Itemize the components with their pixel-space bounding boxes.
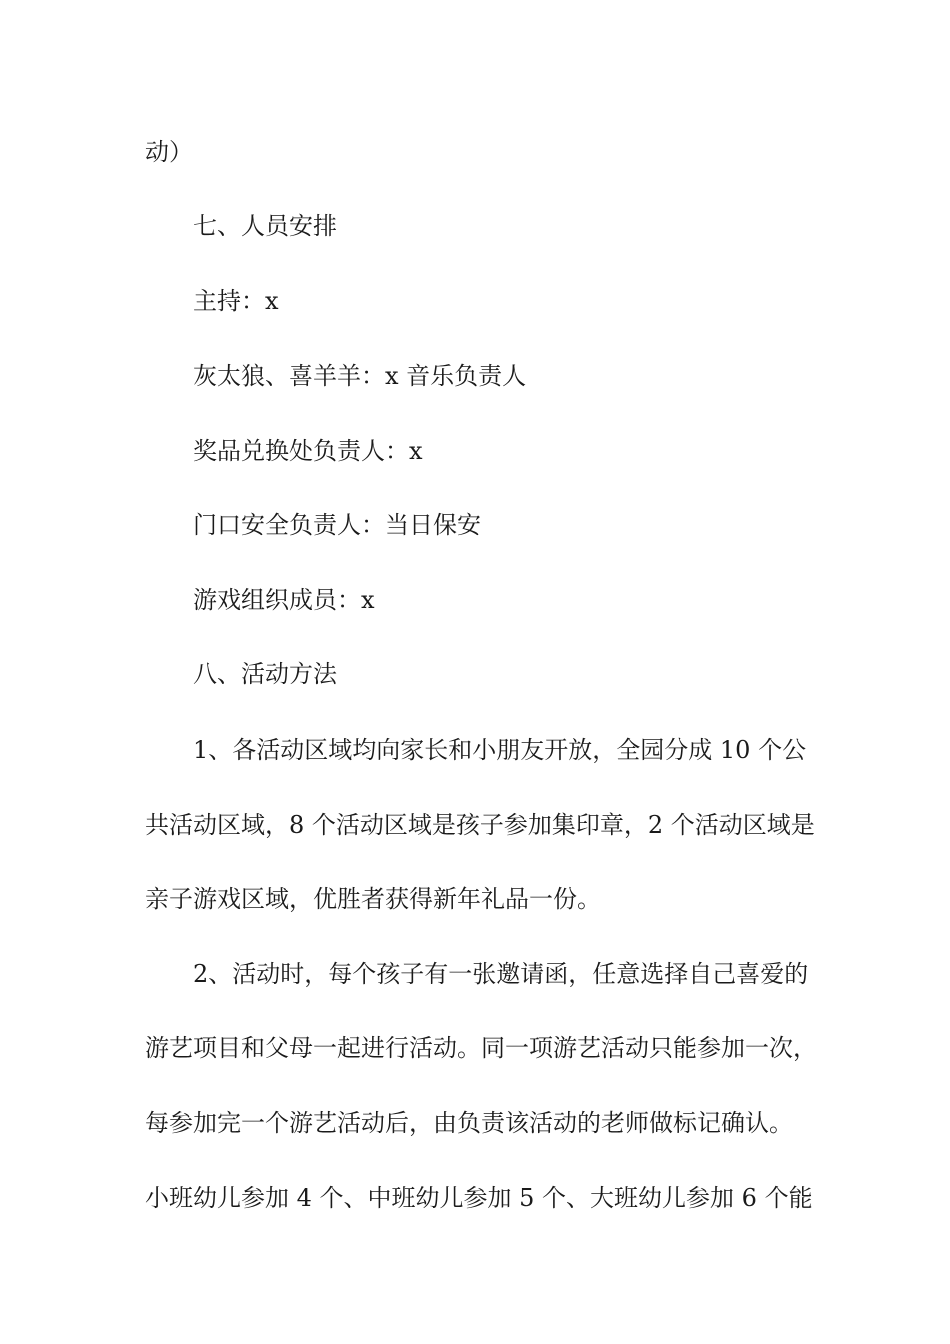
paragraph-2-line-3: 每参加完一个游艺活动后，由负责该活动的老师做标记确认。 <box>145 1109 793 1137</box>
text-line-music: 灰太狼、喜羊羊：x 音乐负责人 <box>193 362 527 390</box>
text-line-continuation: 动） <box>145 138 193 166</box>
paragraph-2-line-2: 游艺项目和父母一起进行活动。同一项游艺活动只能参加一次， <box>145 1034 817 1062</box>
section-heading-staffing: 七、人员安排 <box>193 212 337 240</box>
text-line-security: 门口安全负责人：当日保安 <box>193 511 481 539</box>
text-line-prize: 奖品兑换处负责人：x <box>193 437 423 465</box>
text-line-host: 主持：x <box>193 287 279 315</box>
text-line-game-staff: 游戏组织成员：x <box>193 586 375 614</box>
paragraph-2-line-4: 小班幼儿参加 4 个、中班幼儿参加 5 个、大班幼儿参加 6 个能 <box>145 1184 813 1212</box>
paragraph-1-line-2: 共活动区域，8 个活动区域是孩子参加集印章，2 个活动区域是 <box>145 811 815 839</box>
paragraph-1-line-3: 亲子游戏区域，优胜者获得新年礼品一份。 <box>145 885 601 913</box>
paragraph-1-line-1: 1、各活动区域均向家长和小朋友开放，全园分成 10 个公 <box>193 736 807 764</box>
section-heading-methods: 八、活动方法 <box>193 660 337 688</box>
paragraph-2-line-1: 2、活动时，每个孩子有一张邀请函，任意选择自己喜爱的 <box>193 960 809 988</box>
